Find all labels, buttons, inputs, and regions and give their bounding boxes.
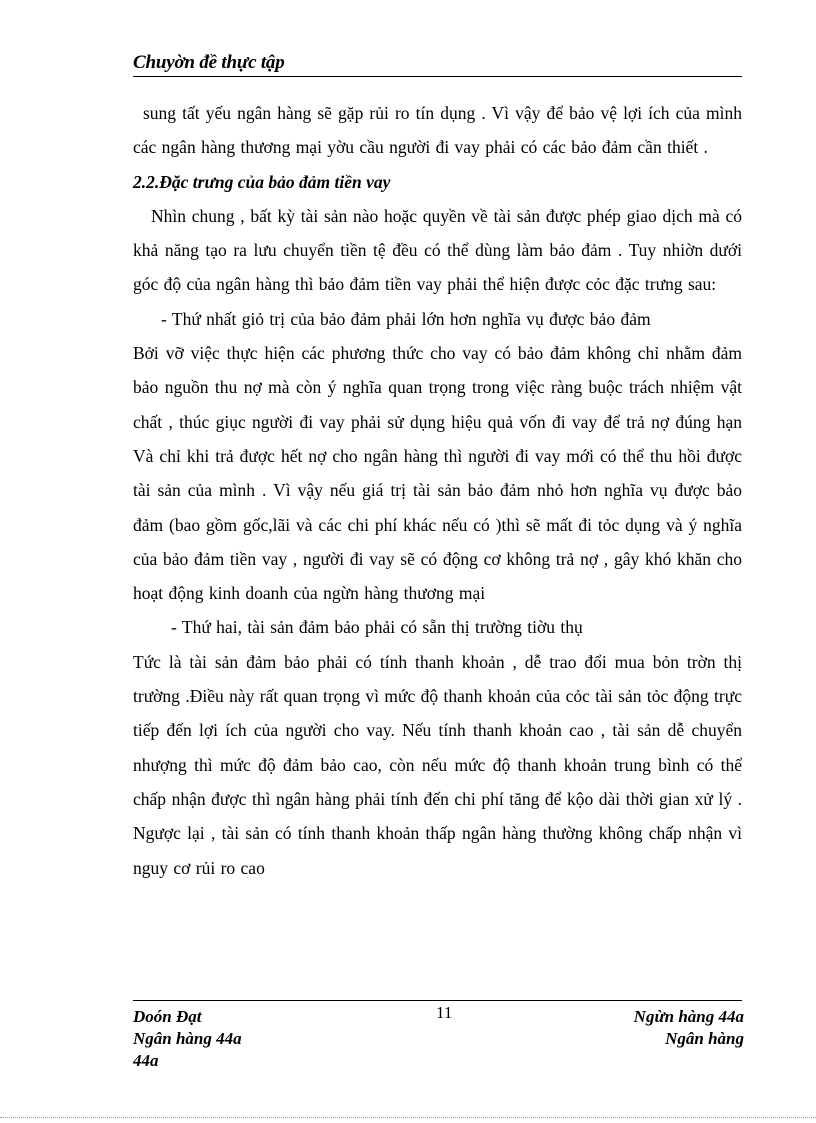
paragraph-second-explanation: Tức là tài sản đảm bảo phải có tính thanh khoản , dễ trao đổi mua bỏn trờn thị trường .Điều này rất quan trọng vì mức độ thanh khoản của cỏc tài sản tỏc động trực tiếp đến lợi ích của người cho vay. Nếu tính thanh khoản cao , tài sản dễ chuyển nhượng thì mức độ đảm bảo cao, còn nếu mức độ thanh khoản trung bình có thể chấp nhận được thì ngân hàng phải tính đến chi phí tăng để kộo dài thời gian xử lý . Ngược lại , tài sản có tính thanh khoản thấp ngân hàng thường không chấp nhận vì nguy cơ rủi ro cao <box>133 651 742 878</box>
footer-right-line2: Ngân hàng <box>665 1029 744 1048</box>
footer-class-code: 44a <box>133 1051 159 1070</box>
header-rule <box>133 76 742 77</box>
page-number: 11 <box>436 1003 453 1022</box>
footer-right-line1: Ngừn hàng 44a <box>633 1007 744 1026</box>
section-heading: 2.2.Đặc trưng của bảo đảm tiền vay <box>133 171 391 192</box>
paragraph-first-explanation: Bởi vỡ việc thực hiện các phương thức cho vay có bảo đảm không chỉ nhằm đảm bảo nguồn thu nợ mà còn ý nghĩa quan trọng trong việc ràng buộc trách nhiệm vật chất , thúc giục người đi vay phải sử dụng hiệu quả vốn đi vay để trả nợ đúng hạn Và chỉ khi trả được hết nợ cho ngân hàng thì người đi vay mới có thể thu hồi được tài sản của mình . Vì vậy nếu giá trị tài sản bảo đảm nhỏ hơn nghĩa vụ được bảo đảm (bao gồm gốc,lãi và các chi phí khác nếu có )thì sẽ mất đi tỏc dụng và ý nghĩa của bảo đảm tiền vay , người đi vay sẽ có động cơ không trả nợ , gây khó khăn cho hoạt động kinh doanh của ngừn hàng thương mại <box>133 343 742 604</box>
page-header-title: Chuyờn đề thực tập <box>133 52 285 73</box>
paragraph-overview: Nhìn chung , bất kỳ tài sản nào hoặc quyền về tài sản được phép giao dịch mà có khả năng tạo ra lưu chuyển tiền tệ đều có thể dùng làm bảo đảm . Tuy nhiờn dưới góc độ của ngân hàng thì bảo đảm tiền vay phải thể hiện được cỏc đặc trưng sau: <box>133 205 742 295</box>
page-edge-divider <box>0 1117 816 1118</box>
footer-class: Ngân hàng 44a <box>133 1029 242 1048</box>
footer-right <box>634 1006 744 1050</box>
document-body <box>133 96 742 885</box>
footer-left <box>133 1006 242 1072</box>
footer-author: Doón Đạt <box>133 1007 202 1026</box>
paragraph-intro: sung tất yếu ngân hàng sẽ gặp rủi ro tín dụng . Vì vậy để bảo vệ lợi ích của mình các ngân hàng thương mại yờu cầu người đi vay phải có các bảo đảm cần thiết . <box>133 103 742 158</box>
bullet-second-characteristic: - Thứ hai, tài sản đảm bảo phải có sẵn thị trường tiờu thụ <box>171 617 583 638</box>
footer-rule <box>133 1000 742 1001</box>
bullet-first-characteristic: - Thứ nhất giỏ trị của bảo đảm phải lớn hơn nghĩa vụ được bảo đảm <box>161 308 651 329</box>
